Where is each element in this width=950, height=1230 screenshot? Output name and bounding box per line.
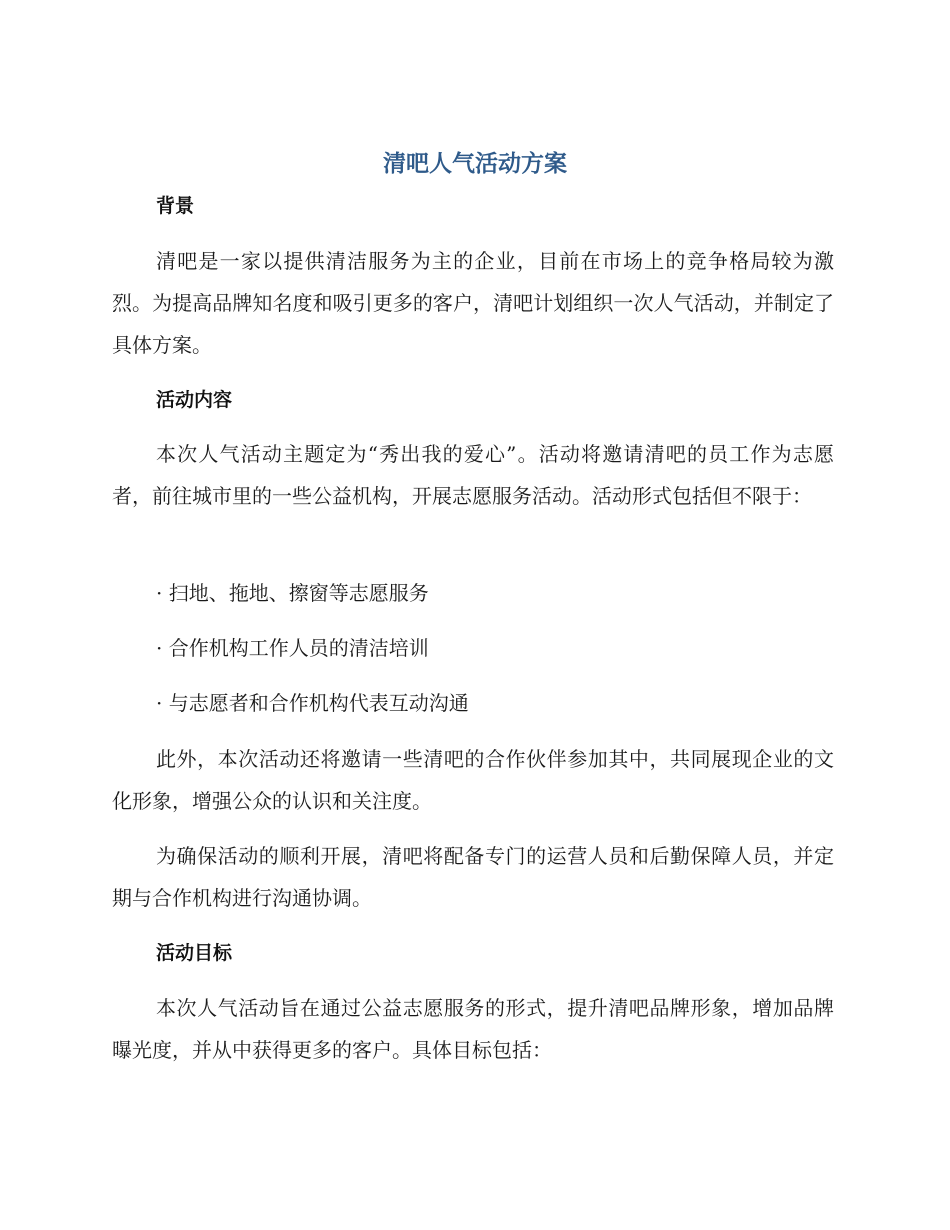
section-heading-activity-content: 活动内容 <box>156 389 233 411</box>
logistics-paragraph: 为确保活动的顺利开展，清吧将配备专门的运营人员和后勤保障人员，并定期与合作机构进行沟通协调。 <box>112 844 834 910</box>
section-heading-background: 背景 <box>156 195 195 217</box>
partners-paragraph: 此外，本次活动还将邀请一些清吧的合作伙伴参加其中，共同展现企业的文化形象，增强公众的认识和关注度。 <box>112 747 834 813</box>
activity-goals-paragraph: 本次人气活动旨在通过公益志愿服务的形式，提升清吧品牌形象，增加品牌曝光度，并从中获得更多的客户。具体目标包括： <box>112 996 834 1062</box>
document-title: 清吧人气活动方案 <box>383 151 567 177</box>
list-item: · 合作机构工作人员的清洁培训 <box>156 636 429 660</box>
list-item: · 与志愿者和合作机构代表互动沟通 <box>156 691 469 715</box>
activity-content-paragraph: 本次人气活动主题定为“秀出我的爱心”。活动将邀请清吧的员工作为志愿者，前往城市里的一些公益机构，开展志愿服务活动。活动形式包括但不限于： <box>112 442 834 508</box>
list-item: · 扫地、拖地、擦窗等志愿服务 <box>156 581 429 605</box>
section-heading-activity-goals: 活动目标 <box>156 942 233 964</box>
background-paragraph: 清吧是一家以提供清洁服务为主的企业，目前在市场上的竞争格局较为激烈。为提高品牌知名度和吸引更多的客户，清吧计划组织一次人气活动，并制定了具体方案。 <box>112 249 834 357</box>
